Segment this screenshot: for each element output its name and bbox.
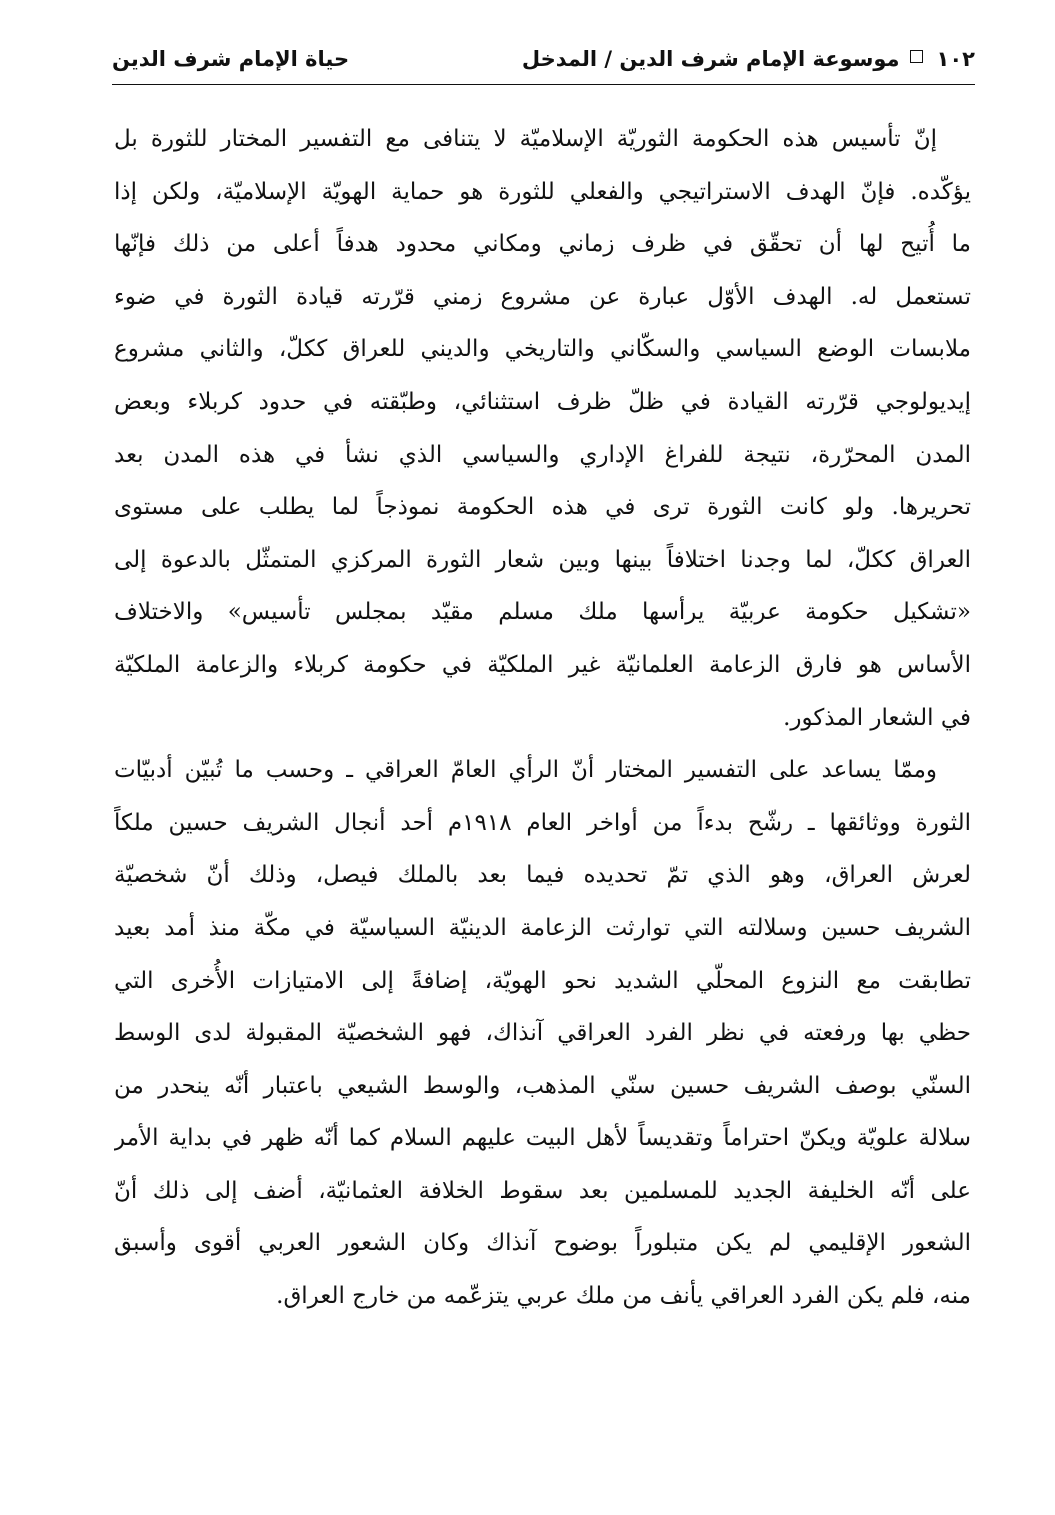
text-line: تستعمل له. الهدف الأوّل عبارة عن مشروع زمني قرّرته قيادة الثورة في ضوء — [114, 283, 971, 310]
text-line: يؤكّده. فإنّ الهدف الاستراتيجي والفعلي للثورة هو حماية الهويّة الإسلاميّة، ولكن إذا — [114, 178, 971, 205]
header-divider — [112, 84, 975, 85]
text-line: الشعور الإقليمي لم يكن متبلوراً بوضوح آنذاك وكان الشعور العربي أقوى وأسبق — [114, 1230, 971, 1257]
text-line: الشريف حسين وسلالته التي توارثت الزعامة الدينيّة السياسيّة في مكّة منذ أمد بعيد — [114, 914, 971, 941]
text-line: ملابسات الوضع السياسي والسكّاني والتاريخي والديني للعراق ككلّ، والثاني مشروع — [114, 336, 971, 363]
text-line: لعرش العراق، وهو الذي تمّ تحديده فيما بعد بالملك فيصل، وذلك أنّ شخصيّة — [114, 862, 971, 889]
book-title: موسوعة الإمام شرف الدين / المدخل — [521, 47, 900, 71]
text-line: إيديولوجي قرّرته القيادة في ظلّ ظرف استثنائي، وطبّقته في حدود كربلاء وبعض — [114, 388, 971, 415]
text-line: إنّ تأسيس هذه الحكومة الثوريّة الإسلاميّة لا يتنافى مع التفسير المختار للثورة بل — [114, 126, 937, 152]
text-line: الثورة ووثائقها ـ رشّح بدءاً من أواخر العام ١٩١٨م أحد أنجال الشريف حسين ملكاً — [114, 809, 971, 836]
text-line: السنّي بوصف الشريف حسين سنّي المذهب، والوسط الشيعي باعتبار أنّه ينحدر من — [114, 1072, 971, 1099]
running-header — [112, 44, 975, 80]
paragraph-2 — [114, 744, 971, 1323]
text-line: العراق ككلّ، لما وجدنا اختلافاً بينها وبين شعار الثورة المركزي المتمثّل بالدعوة إلى — [114, 546, 971, 573]
paragraph-1 — [114, 113, 971, 744]
text-line: وممّا يساعد على التفسير المختار أنّ الرأي العامّ العراقي ـ وحسب ما تُبيّن أدبيّات — [114, 757, 937, 784]
header-right — [522, 44, 975, 74]
text-line: «تشكيل حكومة عربيّة يرأسها ملك مسلم مقيّد بمجلس تأسيس» والاختلاف — [114, 599, 971, 626]
text-line: المدن المحرّرة، نتيجة للفراغ الإداري والسياسي الذي نشأ في هذه المدن بعد — [114, 441, 971, 468]
page-number: ١٠٢ — [936, 47, 975, 71]
text-line: منه، فلم يكن الفرد العراقي يأنف من ملك عربي يتزعّمه من خارج العراق. — [276, 1283, 971, 1310]
text-line: ما أُتيح لها أن تحقّق في ظرف زماني ومكاني محدود هدفاً أعلى من ذلك فإنّها — [114, 231, 971, 258]
body-text — [114, 113, 971, 1323]
text-line: حظي بها ورفعته في نظر الفرد العراقي آنذاك، فهو الشخصيّة المقبولة لدى الوسط — [114, 1020, 971, 1047]
text-line: الأساس هو فارق الزعامة العلمانيّة غير الملكيّة في حكومة كربلاء والزعامة الملكيّة — [114, 651, 971, 678]
text-line: في الشعار المذكور. — [783, 704, 971, 731]
section-title: حياة الإمام شرف الدين — [112, 47, 350, 71]
text-line: تحريرها. ولو كانت الثورة ترى في هذه الحكومة نموذجاً لما يطلب على مستوى — [114, 494, 971, 521]
text-line: على أنّه الخليفة الجديد للمسلمين بعد سقوط الخلافة العثمانيّة، أضف إلى ذلك أنّ — [114, 1177, 971, 1204]
square-ornament-icon — [910, 50, 923, 63]
text-line: سلالة علويّة ويكنّ احتراماً وتقديساً لأهل البيت عليهم السلام كما أنّه ظهر في بداية الأمر — [114, 1125, 971, 1152]
text-line: تطابقت مع النزوع المحلّي الشديد نحو الهويّة، إضافةً إلى الامتيازات الأُخرى التي — [114, 967, 971, 994]
